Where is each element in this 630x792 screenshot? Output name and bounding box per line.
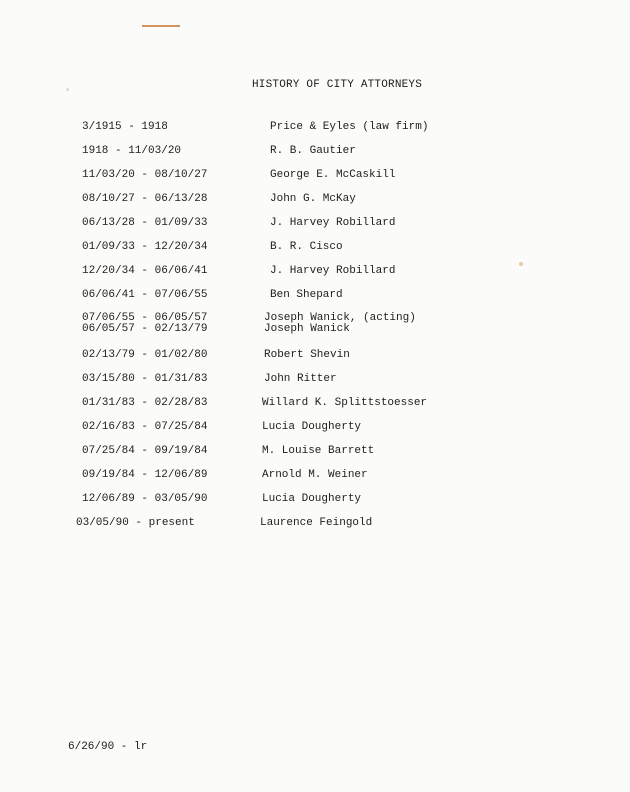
term-dates: 02/13/79 - 01/02/80 (82, 349, 208, 361)
term-dates: 02/16/83 - 07/25/84 (82, 421, 208, 433)
list-item (0, 265, 630, 281)
attorney-name: J. Harvey Robillard (270, 265, 396, 277)
attorney-name: Price & Eyles (law firm) (270, 121, 429, 133)
document-footer: 6/26/90 - lr (68, 741, 148, 753)
term-dates: 01/31/83 - 02/28/83 (82, 397, 208, 409)
attorney-name-acting: Joseph Wanick, (acting) (264, 312, 416, 324)
list-item (0, 312, 630, 340)
attorney-name: J. Harvey Robillard (270, 217, 396, 229)
term-dates: 3/1915 - 1918 (82, 121, 168, 133)
attorney-name: Lucia Dougherty (262, 493, 362, 505)
term-dates (82, 312, 208, 335)
term-dates: 06/06/41 - 07/06/55 (82, 289, 208, 301)
attorney-name: Willard K. Splittstoesser (262, 397, 428, 409)
attorney-name: John G. McKay (270, 193, 356, 205)
attorney-name-second: Joseph Wanick (264, 323, 350, 335)
term-dates-second: 06/05/57 - 02/13/79 (82, 323, 208, 335)
term-dates: 07/25/84 - 09/19/84 (82, 445, 208, 457)
ink-mark (142, 25, 180, 27)
term-dates: 03/05/90 - present (76, 517, 195, 529)
list-item (0, 373, 630, 389)
term-dates: 03/15/80 - 01/31/83 (82, 373, 208, 385)
paper-speck (66, 88, 69, 91)
list-item (0, 397, 630, 413)
list-item (0, 493, 630, 509)
attorney-name: M. Louise Barrett (262, 445, 375, 457)
attorney-name: George E. McCaskill (270, 169, 396, 181)
attorney-name: Lucia Dougherty (262, 421, 362, 433)
attorney-name: B. R. Cisco (270, 241, 343, 253)
list-item (0, 145, 630, 161)
list-item (0, 169, 630, 185)
attorney-name: Ben Shepard (270, 289, 343, 301)
term-dates: 01/09/33 - 12/20/34 (82, 241, 208, 253)
attorney-name: R. B. Gautier (270, 145, 356, 157)
attorney-name (264, 312, 416, 335)
term-dates: 12/20/34 - 06/06/41 (82, 265, 208, 277)
list-item (0, 517, 630, 533)
attorney-name: Arnold M. Weiner (262, 469, 368, 481)
term-dates-acting: 07/06/55 - 06/05/57 (82, 312, 208, 324)
term-dates: 11/03/20 - 08/10/27 (82, 169, 208, 181)
list-item (0, 121, 630, 137)
term-dates: 08/10/27 - 06/13/28 (82, 193, 208, 205)
list-item (0, 289, 630, 305)
list-item (0, 445, 630, 461)
attorney-name: John Ritter (264, 373, 337, 385)
list-item (0, 193, 630, 209)
list-item (0, 469, 630, 485)
term-dates: 06/13/28 - 01/09/33 (82, 217, 208, 229)
term-dates: 1918 - 11/03/20 (82, 145, 182, 157)
document-title: HISTORY OF CITY ATTORNEYS (252, 79, 423, 91)
term-dates: 12/06/89 - 03/05/90 (82, 493, 208, 505)
attorney-name: Robert Shevin (264, 349, 350, 361)
list-item (0, 421, 630, 437)
term-dates: 09/19/84 - 12/06/89 (82, 469, 208, 481)
list-item (0, 349, 630, 365)
attorney-name: Laurence Feingold (260, 517, 373, 529)
list-item (0, 217, 630, 233)
list-item (0, 241, 630, 257)
